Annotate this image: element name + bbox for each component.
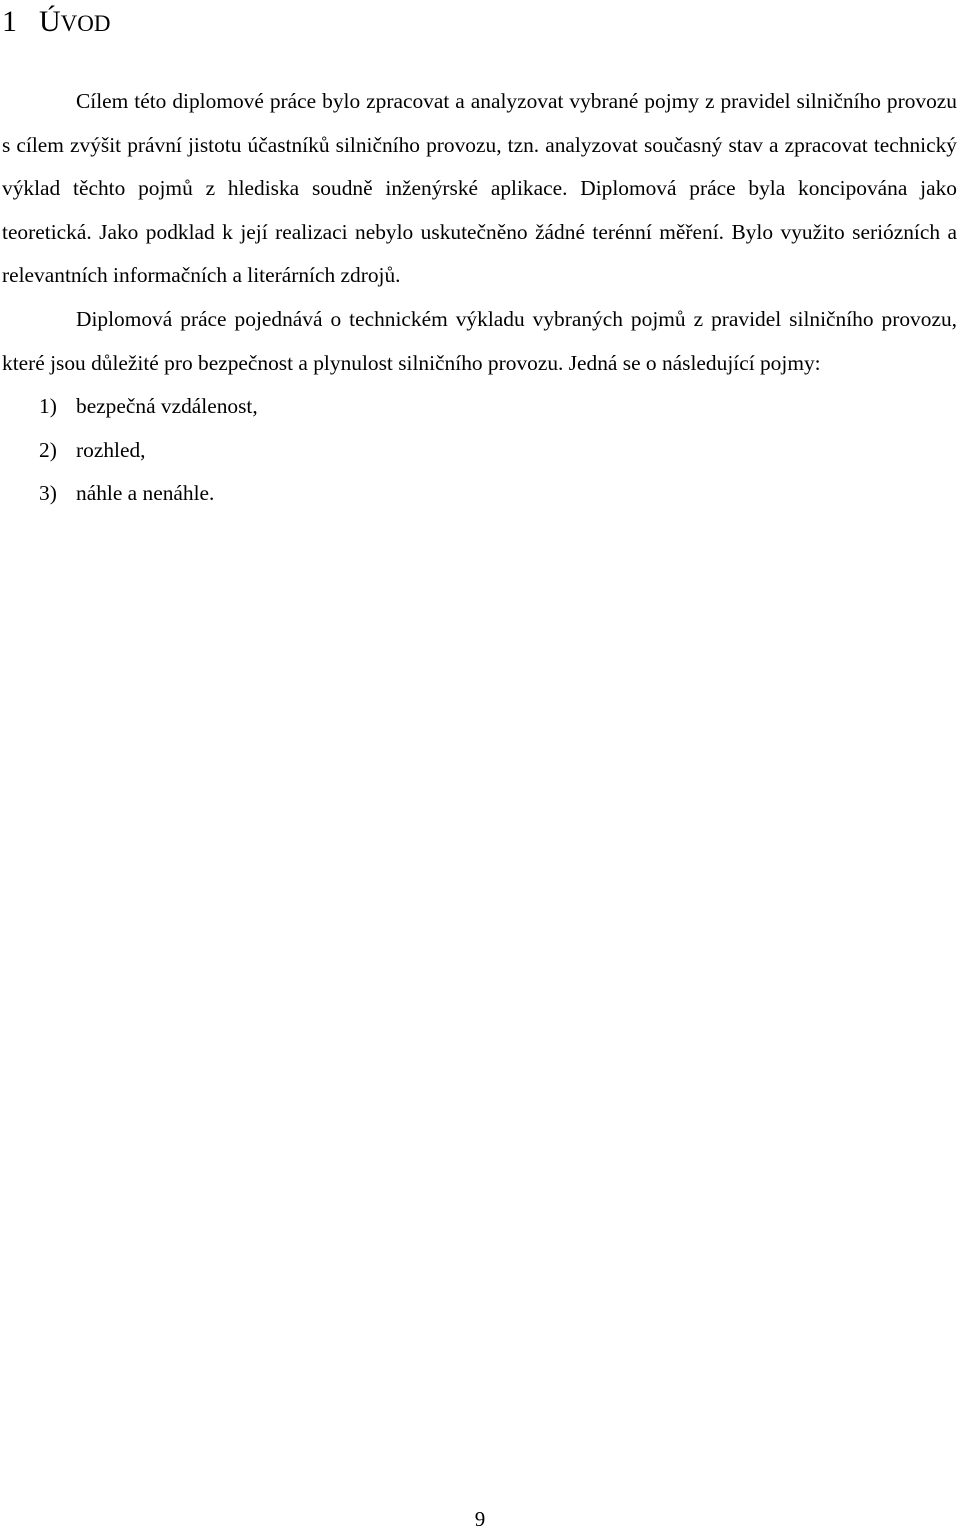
paragraph-scope: Diplomová práce pojednává o technickém výkladu vybraných pojmů z pravidel silničního provozu, které jsou důležité pro bezpečnost a plynulost silničního provozu. Jedná se o následující pojmy: xyxy=(2,306,957,375)
chapter-title-initial: Ú xyxy=(39,5,61,38)
page-number: 9 xyxy=(474,1507,486,1531)
list-item-marker: 2) xyxy=(39,437,57,462)
chapter-number: 1 xyxy=(2,5,17,38)
list-item-marker: 3) xyxy=(39,481,57,506)
list-item-text: náhle a nenáhle. xyxy=(76,481,215,506)
list-item-text: bezpečná vzdálenost, xyxy=(76,394,258,419)
chapter-heading xyxy=(2,0,111,44)
list-item xyxy=(2,472,957,516)
chapter-title-rest: VOD xyxy=(60,11,111,36)
body-text xyxy=(2,80,957,516)
paragraph-intro: Cílem této diplomové práce bylo zpracovat a analyzovat vybrané pojmy z pravidel silničního provozu s cílem zvýšit právní jistotu účastníků silničního provozu, tzn. analyzovat současný stav a zpracovat technický výklad těchto pojmů z hlediska soudně inženýrské aplikace. Diplomová práce byla koncipována jako teoretická. Jako podklad k její realizaci nebylo uskutečněno žádné terénní měření. Bylo využito seriózních a relevantních informačních a literárních zdrojů. xyxy=(2,89,957,288)
list-item-text: rozhled, xyxy=(76,437,146,462)
list-item xyxy=(2,429,957,473)
list-item-marker: 1) xyxy=(39,394,57,419)
terms-list xyxy=(2,385,957,516)
list-item xyxy=(2,385,957,429)
